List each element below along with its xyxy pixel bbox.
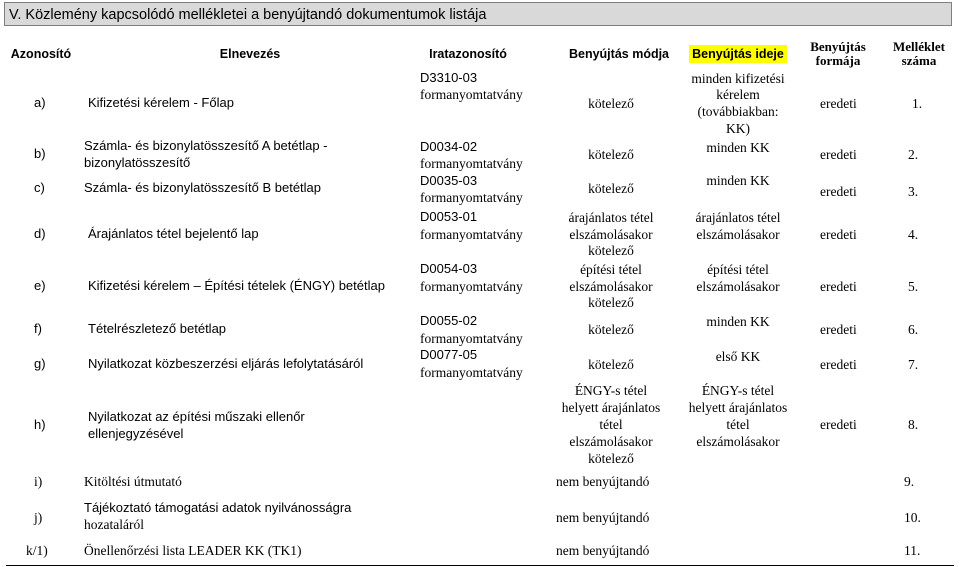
row-h-time-line1: ÉNGY-s tétel <box>701 383 775 398</box>
row-e-num: 5. <box>908 279 919 294</box>
row-g-num: 7. <box>908 357 919 372</box>
row-e-name: Kifizetési kérelem – Építési tételek (ÉNGY) betétlap <box>88 278 385 293</box>
row-h-mode-line5: kötelező <box>588 451 634 466</box>
header-benyujtas-formaja <box>796 40 880 70</box>
header-melleklet-szama <box>882 40 956 70</box>
row-c-doc-type: formanyomtatvány <box>420 190 523 205</box>
table-bottom-rule <box>6 565 954 566</box>
row-i-name: Kitöltési útmutató <box>84 474 182 489</box>
row-c-doc-code: D0035-03 <box>420 173 478 188</box>
row-g-doc-code: D0077-05 <box>420 347 478 362</box>
row-g-form: eredeti <box>820 357 857 372</box>
header-azonosito: Azonosító <box>10 47 72 61</box>
row-a-time-line3: (továbbiakban: <box>697 104 779 119</box>
row-a-time-line4: KK) <box>726 121 750 136</box>
row-c-id: c) <box>34 180 45 195</box>
row-c-name: Számla- és bizonylatösszesítő B betétlap <box>84 180 322 195</box>
row-d-time-line1: árajánlatos tétel <box>695 210 781 225</box>
row-h-mode-line3: tétel <box>599 417 623 432</box>
row-e-form: eredeti <box>820 279 857 294</box>
row-f-num: 6. <box>908 322 919 337</box>
row-e-mode-line1: építési tétel <box>580 262 642 277</box>
row-f-doc-type: formanyomtatvány <box>420 331 523 346</box>
header-melleklet-szama-line1: Melléklet <box>893 39 945 54</box>
row-d-doc-code: D0053-01 <box>420 209 478 224</box>
row-c-form: eredeti <box>820 184 857 199</box>
row-j-num: 10. <box>904 510 921 525</box>
row-e-mode-line3: kötelező <box>588 295 634 310</box>
header-melleklet-szama-line2: száma <box>901 53 937 68</box>
header-elnevezes: Elnevezés <box>219 47 281 61</box>
row-d-name: Árajánlatos tétel bejelentő lap <box>88 226 259 241</box>
row-a-id: a) <box>34 95 46 110</box>
row-c-num: 3. <box>908 184 919 199</box>
row-b-name-line2: bizonylatösszesítő <box>84 155 191 170</box>
row-h-form: eredeti <box>820 417 857 432</box>
row-j-name-line2: hozataláról <box>84 517 144 532</box>
row-e-time-line2: elszámolásakor <box>696 279 780 294</box>
row-g-name: Nyilatkozat közbeszerzési eljárás lefolytatásáról <box>88 356 364 371</box>
row-i-mode: nem benyújtandó <box>556 474 650 489</box>
row-e-doc-code: D0054-03 <box>420 261 478 276</box>
header-benyujtas-modja: Benyújtás módja <box>568 47 670 61</box>
row-h-mode-line1: ÉNGY-s tétel <box>574 383 648 398</box>
row-a-name: Kifizetési kérelem - Főlap <box>88 95 234 110</box>
row-b-mode: kötelező <box>588 147 634 162</box>
row-c-mode: kötelező <box>588 181 634 196</box>
row-b-num: 2. <box>908 147 919 162</box>
row-k-id: k/1) <box>26 543 48 558</box>
row-e-mode-line2: elszámolásakor <box>569 279 653 294</box>
row-d-id: d) <box>34 226 46 241</box>
row-d-mode-line3: kötelező <box>588 243 634 258</box>
row-h-name-line2: ellenjegyzésével <box>88 426 184 441</box>
row-j-mode: nem benyújtandó <box>556 510 650 525</box>
row-c-time: minden KK <box>706 173 770 188</box>
row-k-num: 11. <box>904 543 921 558</box>
header-iratazonosito: Iratazonosító <box>429 47 507 61</box>
row-a-time-line2: kérelem <box>716 87 760 102</box>
row-g-mode: kötelező <box>588 357 634 372</box>
row-f-form: eredeti <box>820 322 857 337</box>
row-b-name-line1: Számla- és bizonylatösszesítő A betétlap - <box>84 138 328 153</box>
row-d-num: 4. <box>908 227 919 242</box>
row-h-time-line2: helyett árajánlatos <box>688 400 788 415</box>
row-b-form: eredeti <box>820 147 857 162</box>
row-e-time-line1: építési tétel <box>707 262 769 277</box>
row-d-doc-type: formanyomtatvány <box>420 227 523 242</box>
row-a-num: 1. <box>912 96 923 111</box>
row-f-time: minden KK <box>706 314 770 329</box>
row-a-doc-type: formanyomtatvány <box>420 87 523 102</box>
row-f-name: Tételrészletező betétlap <box>88 321 227 336</box>
row-d-form: eredeti <box>820 227 857 242</box>
row-h-mode-line4: elszámolásakor <box>569 434 653 449</box>
row-a-time-line1: minden kifizetési <box>691 71 785 86</box>
row-i-id: i) <box>34 474 43 489</box>
header-benyujtas-ideje <box>688 40 788 68</box>
row-j-id: j) <box>34 510 43 525</box>
header-benyujtas-formaja-line2: formája <box>815 53 861 68</box>
row-g-id: g) <box>34 356 46 371</box>
row-b-time: minden KK <box>706 140 770 155</box>
row-h-time-line3: tétel <box>726 417 750 432</box>
row-f-mode: kötelező <box>588 322 634 337</box>
row-f-id: f) <box>34 321 42 336</box>
row-h-time-line4: elszámolásakor <box>696 434 780 449</box>
row-h-num: 8. <box>908 417 919 432</box>
row-a-mode: kötelező <box>588 96 634 111</box>
row-d-time-line2: elszámolásakor <box>696 227 780 242</box>
header-benyujtas-ideje-text: Benyújtás ideje <box>689 45 787 63</box>
row-b-doc-type: formanyomtatvány <box>420 156 523 171</box>
row-k-name: Önellenőrzési lista LEADER KK (TK1) <box>84 543 302 558</box>
section-title: V. Közlemény kapcsolódó mellékletei a benyújtandó dokumentumok listája <box>4 2 952 26</box>
row-f-doc-code: D0055-02 <box>420 313 478 328</box>
row-h-name-line1: Nyilatkozat az építési műszaki ellenőr <box>88 409 305 424</box>
header-benyujtas-formaja-line1: Benyújtás <box>810 39 866 54</box>
row-i-num: 9. <box>904 474 915 489</box>
row-a-form: eredeti <box>820 96 857 111</box>
row-a-doc-code: D3310-03 <box>420 70 478 85</box>
row-g-doc-type: formanyomtatvány <box>420 365 523 380</box>
row-h-id: h) <box>34 417 46 432</box>
row-g-time: első KK <box>715 349 761 364</box>
row-k-mode: nem benyújtandó <box>556 543 650 558</box>
row-e-doc-type: formanyomtatvány <box>420 279 523 294</box>
row-j-name-line1: Tájékoztató támogatási adatok nyilvánosságra <box>84 500 352 515</box>
row-b-doc-code: D0034-02 <box>420 139 478 154</box>
row-b-id: b) <box>34 146 46 161</box>
row-h-mode-line2: helyett árajánlatos <box>561 400 661 415</box>
row-d-mode-line1: árajánlatos tétel <box>568 210 654 225</box>
row-d-mode-line2: elszámolásakor <box>569 227 653 242</box>
row-e-id: e) <box>34 278 46 293</box>
